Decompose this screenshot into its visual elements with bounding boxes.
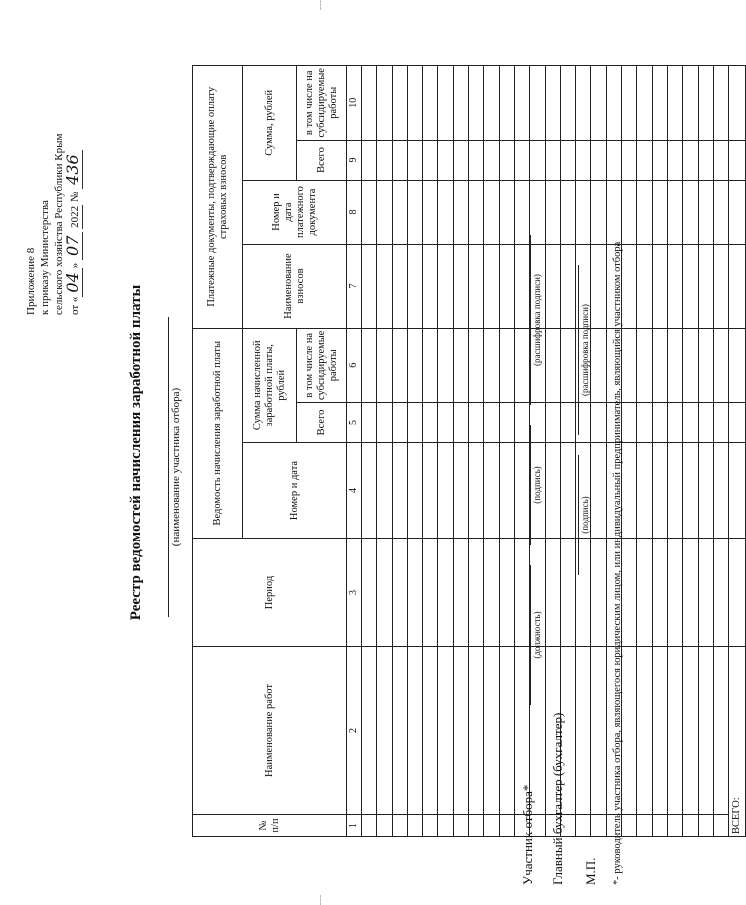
table-cell [362,66,377,140]
date-mid: » [69,262,81,269]
table-row [683,66,698,837]
table-cell [591,539,606,647]
table-cell [453,815,468,837]
table-cell [652,66,667,140]
acc-decoding-caption: (расшифровка подписи) [580,304,590,396]
col-number: 2 [347,647,362,815]
table-cell [499,403,514,443]
table-cell [484,539,499,647]
header-work-name: Наименование работ [193,647,347,815]
table-cell [362,328,377,402]
table-cell [469,328,484,402]
table-cell [499,815,514,837]
table-cell [484,328,499,402]
table-cell [560,539,575,647]
table-cell [545,244,560,328]
table-cell [667,140,682,180]
table-cell [698,539,713,647]
table-cell [362,244,377,328]
table-cell [362,539,377,647]
table-cell [652,180,667,244]
table-row [652,66,667,837]
table-cell [438,66,453,140]
table-cell [667,403,682,443]
table-cell [392,443,407,539]
table-cell [591,647,606,815]
table-cell [407,66,422,140]
order-month: 07 [63,232,83,260]
ministry-line: сельского хозяйства Республики Крым [53,133,65,315]
table-cell [637,403,652,443]
col-number: 1 [347,815,362,837]
table-cell [453,443,468,539]
table-row [407,66,422,837]
table-cell [622,403,637,443]
table-cell [683,403,698,443]
table-row [514,66,529,837]
table-cell [652,539,667,647]
table-cell [576,140,591,180]
table-cell [698,66,713,140]
table-cell [683,180,698,244]
table-cell [514,66,529,140]
table-cell [637,244,652,328]
table-cell [423,815,438,837]
table-cell [438,815,453,837]
table-cell [407,403,422,443]
table-cell [377,403,392,443]
table-cell [637,647,652,815]
table-cell [438,328,453,402]
table-cell [362,443,377,539]
table-cell [499,244,514,328]
header-total: Всего [297,403,347,443]
acc-signature-line [578,455,579,575]
footnote: *- руководитель участника отбора, являющегося юридическим лицом, или индивидуальный предприниматель, являющийся участником отбора [612,241,623,885]
table-cell [407,815,422,837]
table-row [576,66,591,837]
participant-name-line [168,317,169,617]
total-cell [729,403,746,443]
table-row [667,66,682,837]
table-row [637,66,652,837]
col-number: 3 [347,539,362,647]
table-cell [545,403,560,443]
table-cell [713,66,728,140]
table-cell [713,403,728,443]
table-cell [667,180,682,244]
table-cell [469,180,484,244]
appendix-label: Приложение 8 [25,247,37,315]
table-cell [423,140,438,180]
table-cell [392,140,407,180]
col-number: 8 [347,180,362,244]
table-cell [545,443,560,539]
table-cell [652,403,667,443]
number-prefix: № [69,191,81,203]
table-cell [652,244,667,328]
header-num: № п/п [193,815,347,837]
table-cell [560,244,575,328]
table-cell [484,244,499,328]
table-cell [698,244,713,328]
header-sum-salary: Сумма начисленной заработной платы, рублей [243,328,297,442]
table-cell [514,140,529,180]
order-year: 2022 [69,205,81,228]
table-cell [407,244,422,328]
table-cell [362,140,377,180]
position-line [530,565,531,705]
table-cell [637,140,652,180]
table-cell [576,66,591,140]
table-cell [499,443,514,539]
table-cell [683,140,698,180]
table-cell [453,328,468,402]
table-cell [698,403,713,443]
table-cell [545,328,560,402]
table-cell [622,66,637,140]
total-cell [729,66,746,140]
total-cell [729,180,746,244]
table-cell [652,443,667,539]
table-cell [499,66,514,140]
table-cell [423,443,438,539]
col-number: 5 [347,403,362,443]
table-cell [484,403,499,443]
table-cell [407,328,422,402]
header-payment-docs: Платежные документы, подтверждающие оплату страховых взносов [193,66,243,328]
table-cell [698,647,713,815]
table-row [392,66,407,837]
table-cell [606,66,621,140]
table-row [698,66,713,837]
total-row [729,66,746,837]
table-cell [362,403,377,443]
total-cell [729,244,746,328]
table-cell [576,647,591,815]
table-cell [591,140,606,180]
table-cell [377,539,392,647]
table-cell [545,180,560,244]
table-cell [652,140,667,180]
table-cell [392,244,407,328]
column-number-row [347,66,362,837]
header-total-2: Всего [297,140,347,180]
table-cell [683,66,698,140]
table-row [438,66,453,837]
table-cell [423,66,438,140]
position-caption: (должность) [532,611,542,659]
table-cell [591,328,606,402]
table-cell [499,140,514,180]
table-cell [377,328,392,402]
table-row [377,66,392,837]
table-cell [514,443,529,539]
header-statements: Ведомость начисления заработной платы [193,328,243,538]
table-cell [423,647,438,815]
table-row [713,66,728,837]
table-cell [667,328,682,402]
order-line: к приказу Министерства [39,200,51,315]
table-cell [392,647,407,815]
table-cell [637,66,652,140]
table-cell [423,328,438,402]
table-cell [453,647,468,815]
table-cell [713,244,728,328]
table-cell [683,328,698,402]
table-cell [362,647,377,815]
header-subsidized-2: в том числе на субсидируемые работы [297,66,347,140]
table-cell [560,443,575,539]
table-cell [392,180,407,244]
table-cell [514,328,529,402]
table-cell [530,66,545,140]
table-cell [438,180,453,244]
table-cell [713,647,728,815]
table-cell [698,180,713,244]
header-payment-doc: Номер и дата платежного документа [243,180,347,244]
table-cell [622,815,637,837]
table-cell [423,539,438,647]
col-number: 7 [347,244,362,328]
participant-caption: (наименование участника отбора) [170,387,182,547]
table-cell [545,539,560,647]
table-cell [362,180,377,244]
table-cell [622,539,637,647]
table-cell [667,815,682,837]
table-row [362,66,377,837]
table-cell [683,539,698,647]
table-cell [499,647,514,815]
table-cell [606,140,621,180]
table-cell [423,180,438,244]
table-cell [438,647,453,815]
table-cell [576,180,591,244]
table-cell [377,244,392,328]
col-number: 9 [347,140,362,180]
table-cell [637,539,652,647]
table-cell [591,815,606,837]
table-cell [576,815,591,837]
table-cell [423,244,438,328]
table-cell [499,180,514,244]
col-number: 6 [347,328,362,402]
table-cell [637,815,652,837]
table-cell [407,539,422,647]
header-period: Период [193,539,347,647]
table-cell [683,443,698,539]
table-cell [484,180,499,244]
table-cell [713,328,728,402]
table-cell [377,647,392,815]
table-cell [377,180,392,244]
table-cell [377,140,392,180]
table-cell [469,443,484,539]
table-cell [622,647,637,815]
table-cell [362,815,377,837]
table-cell [392,403,407,443]
table-cell [713,539,728,647]
table-cell [514,244,529,328]
accountant-label: Главный бухгалтер (бухгалтер) [550,712,565,885]
table-cell [499,328,514,402]
table-cell [591,66,606,140]
order-number: 436 [63,150,83,189]
table-cell [698,328,713,402]
table-cell [453,180,468,244]
table-cell [484,66,499,140]
table-row [453,66,468,837]
table-cell [484,140,499,180]
appendix-header [24,15,83,315]
table-cell [377,815,392,837]
table-cell [392,328,407,402]
table-cell [407,180,422,244]
table-cell [637,328,652,402]
order-day: 04 [63,268,83,296]
table-cell [683,815,698,837]
table-cell [683,244,698,328]
table-cell [453,539,468,647]
table-cell [713,443,728,539]
table-cell [652,328,667,402]
table-cell [423,403,438,443]
table-cell [652,647,667,815]
header-subsidized: в том числе на субсидируемые работы [297,328,347,402]
register-table [192,65,746,837]
table-cell [606,180,621,244]
table-cell [560,140,575,180]
table-cell [698,443,713,539]
table-cell [469,815,484,837]
table-cell [469,66,484,140]
table-row [622,66,637,837]
table-cell [591,403,606,443]
table-cell [469,539,484,647]
table-cell [438,244,453,328]
total-cell [729,539,746,647]
table-cell [530,140,545,180]
stamp-label: М.П. [583,857,598,885]
participant-label: Участник отбора* [520,784,535,885]
header-sum-rub: Сумма, рублей [243,66,297,180]
table-cell [407,647,422,815]
table-cell [392,66,407,140]
table-cell [484,647,499,815]
table-cell [683,647,698,815]
table-cell [484,443,499,539]
acc-signature-caption: (подпись) [580,496,590,534]
table-cell [469,140,484,180]
table-cell [637,180,652,244]
col-number: 4 [347,443,362,539]
table-cell [667,244,682,328]
table-cell [392,539,407,647]
signature-line [530,425,531,545]
table-row [469,66,484,837]
table-cell [560,403,575,443]
table-cell [667,539,682,647]
table-cell [560,180,575,244]
table-cell [622,140,637,180]
table-cell [438,443,453,539]
decoding-line [530,235,531,405]
table-cell [438,539,453,647]
table-cell [545,66,560,140]
table-cell [407,140,422,180]
table-cell [622,244,637,328]
table-cell [713,180,728,244]
table-cell [591,443,606,539]
table-cell [407,443,422,539]
total-label: ВСЕГО: [729,647,746,837]
table-cell [667,647,682,815]
header-contribution-name: Наименование взносов [243,244,347,328]
table-cell [637,443,652,539]
signature-caption: (подпись) [532,466,542,504]
table-cell [698,815,713,837]
table-cell [514,539,529,647]
table-cell [591,180,606,244]
table-cell [484,815,499,837]
header-number-date: Номер и дата [243,443,347,539]
acc-decoding-line [578,265,579,435]
table-cell [469,647,484,815]
table-cell [392,815,407,837]
table-cell [560,328,575,402]
order-date-line [63,15,83,315]
table-cell [453,403,468,443]
table-cell [622,180,637,244]
table-cell [453,244,468,328]
table-cell [499,539,514,647]
table-cell [667,443,682,539]
table-cell [622,328,637,402]
table-row [499,66,514,837]
total-cell [729,328,746,402]
table-row [484,66,499,837]
decoding-caption: (расшифровка подписи) [532,274,542,366]
total-cell [729,140,746,180]
table-cell [377,66,392,140]
col-number: 10 [347,66,362,140]
table-cell [438,140,453,180]
date-prefix: от « [69,296,81,315]
table-row [591,66,606,837]
table-cell [469,244,484,328]
table-cell [560,66,575,140]
table-cell [514,403,529,443]
table-cell [377,443,392,539]
table-cell [652,815,667,837]
table-cell [622,443,637,539]
total-cell [729,443,746,539]
table-cell [591,244,606,328]
table-cell [469,403,484,443]
table-cell [453,66,468,140]
table-cell [453,140,468,180]
table-row [423,66,438,837]
table-cell [514,180,529,244]
table-cell [545,140,560,180]
table-cell [713,140,728,180]
table-cell [713,815,728,837]
table-cell [698,140,713,180]
table-cell [667,66,682,140]
document-title: Реестр ведомостей начисления заработной платы [128,284,144,621]
table-cell [438,403,453,443]
